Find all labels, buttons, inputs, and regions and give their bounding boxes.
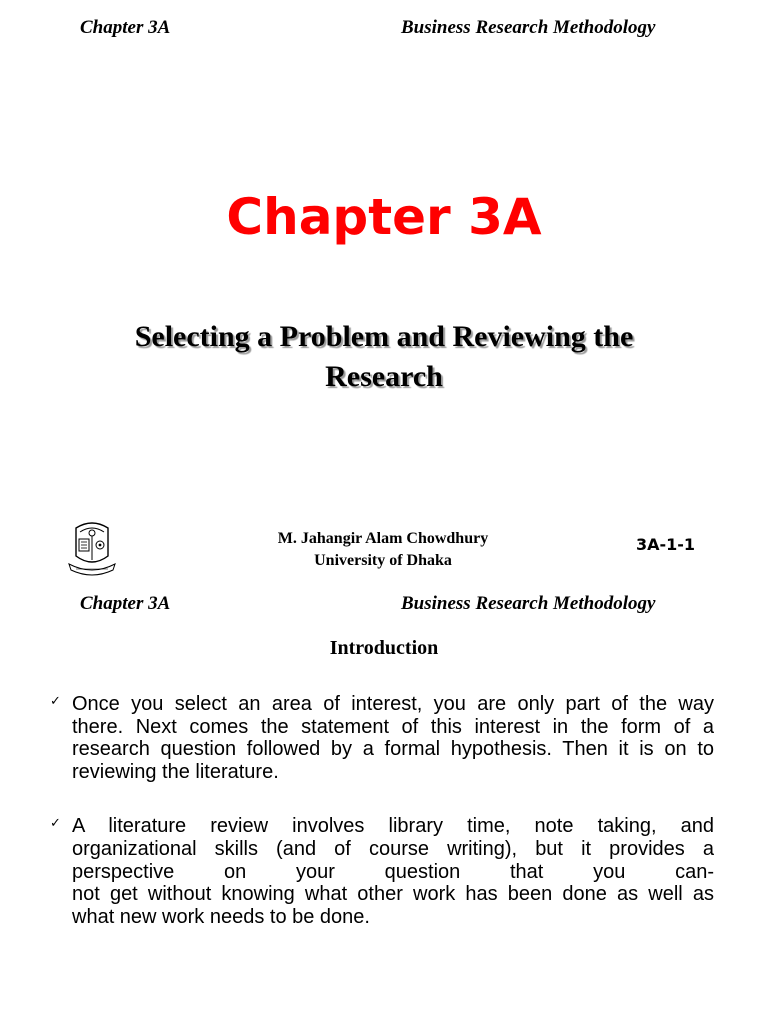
checkmark-icon: ✓: [50, 694, 61, 709]
author-affiliation: University of Dhaka: [314, 552, 452, 569]
author-block: [230, 528, 536, 572]
bullet-item: [50, 693, 714, 783]
bullet-line: there. Next comes the statement of this interest in the form of a: [72, 715, 714, 738]
bullet-line: not get without knowing what other work has been done as well as: [72, 883, 714, 906]
slide-number: 3A-1-1: [636, 535, 696, 554]
bullet-line: A literature review involves library time, note taking, and: [72, 815, 714, 838]
university-seal-icon: [66, 520, 118, 578]
bullet-line: what new work needs to be done.: [72, 905, 370, 928]
slide1-header-chapter: Chapter 3A: [80, 17, 171, 38]
section-title: Introduction: [329, 637, 439, 659]
checkmark-icon: ✓: [50, 816, 61, 832]
bullet-text: [72, 815, 714, 928]
slide2-header-chapter: Chapter 3A: [80, 593, 171, 614]
bullet-line: research question followed by a formal hypothesis. Then it is on to: [72, 738, 714, 761]
slide2-header-course: Business Research Methodology: [401, 593, 656, 614]
chapter-title: Chapter 3A: [226, 188, 542, 246]
slide-subtitle: [84, 317, 684, 397]
bullet-list: [50, 693, 714, 960]
bullet-line: reviewing the literature.: [72, 760, 279, 783]
bullet-item: [50, 815, 714, 928]
subtitle-line: Research: [325, 360, 443, 393]
subtitle-line: Selecting a Problem and Reviewing the: [134, 320, 634, 353]
bullet-line: organizational skills (and of course writing), but it provides a: [72, 837, 714, 860]
slide1-header-course: Business Research Methodology: [401, 17, 656, 38]
author-name: M. Jahangir Alam Chowdhury: [277, 530, 489, 547]
bullet-line: perspective on your question that you can-: [72, 860, 714, 883]
bullet-text: [72, 693, 714, 783]
bullet-line: Once you select an area of interest, you are only part of the way: [72, 693, 714, 715]
